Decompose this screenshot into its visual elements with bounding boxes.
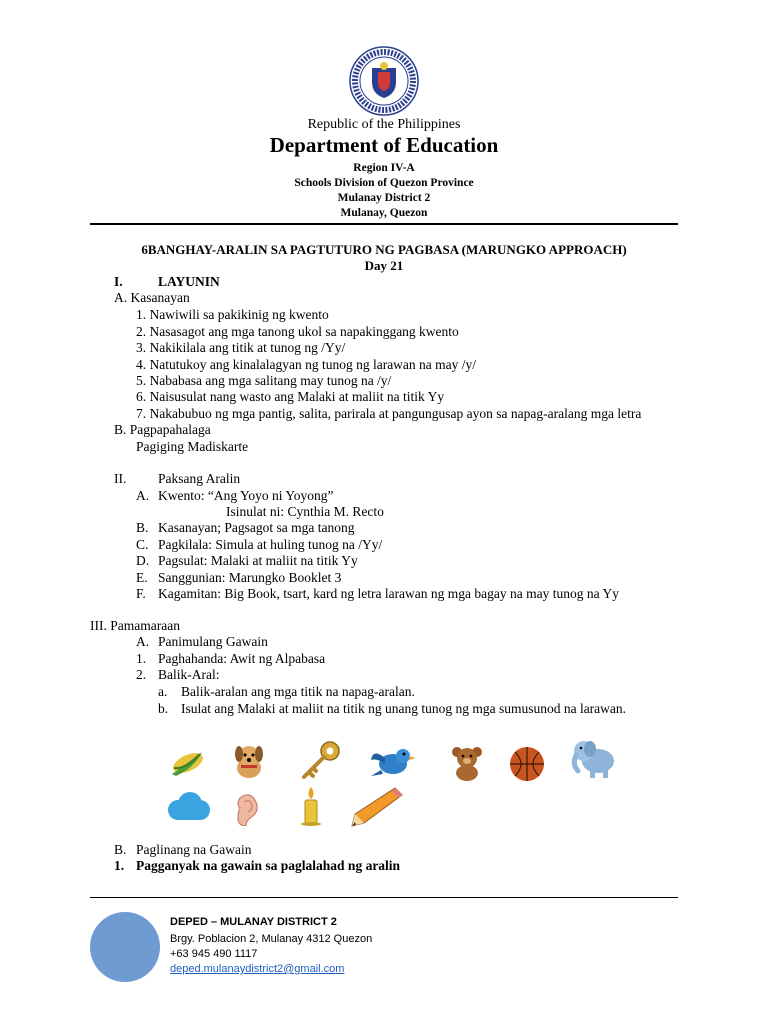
footer-address: Brgy. Poblacion 2, Mulanay 4312 Quezon [170,933,373,945]
step-item: Balik-Aral: [158,667,220,682]
ear-icon [232,792,260,830]
step-number: 1. [114,858,125,873]
day-label: Day 21 [364,258,404,273]
republic-line: Republic of the Philippines [307,117,461,132]
kasanayan-label: A. Kasanayan [114,290,190,305]
town-line: Mulanay, Quezon [340,207,428,219]
bird-icon [369,742,417,784]
step-item: Paghahanda: Awit ng Alpabasa [158,651,326,666]
topic-letter: B. [136,520,149,535]
header-divider [90,223,678,225]
pagganyak-item: Pagganyak na gawain sa paglalahad ng aralin [136,858,401,873]
topic-item: Sanggunian: Marungko Booklet 3 [158,570,342,585]
objective-item: 7. Nakabubuo ng mga pantig, salita, parirala at pangungusap ayon sa napag-aralang mga letra [136,406,642,421]
district-line: Mulanay District 2 [337,192,431,204]
section1-heading: LAYUNIN [158,274,220,289]
footer-logo-circle [90,912,160,982]
division-line: Schools Division of Quezon Province [294,177,474,189]
footer-org: DEPED – MULANAY DISTRICT 2 [170,916,337,928]
sub-step-item: Balik-aralan ang mga titik na napag-aralan. [181,684,415,699]
section2-heading: Paksang Aralin [158,471,241,486]
objective-item: 5. Nababasa ang mga salitang may tunog na /y/ [136,373,392,388]
section3-heading: III. Pamamaraan [90,618,180,633]
topic-letter: F. [136,586,146,601]
topic-letter: C. [136,537,149,552]
topic-item: Isinulat ni: Cynthia M. Recto [226,504,384,519]
objective-item: 2. Nasasagot ang mga tanong ukol sa napakinggang kwento [136,324,459,339]
topic-letter: A. [136,488,150,503]
sub-step-letter: b. [158,701,169,716]
topic-item: Kwento: “Ang Yoyo ni Yoyong” [158,488,334,503]
topic-item: Kasanayan; Pagsagot sa mga tanong [158,520,355,535]
section2-number: II. [114,471,127,486]
deped-seal-icon [349,46,419,116]
step-number: 1. [136,651,147,666]
pagpapahalaga-label: B. Pagpapahalaga [114,422,211,437]
candle-icon [298,785,324,831]
pencil-icon [349,785,405,831]
step-number: 2. [136,667,147,682]
panimulang-gawain: Panimulang Gawain [158,634,268,649]
topic-item: Kagamitan: Big Book, tsart, kard ng letra larawan ng mga bagay na may tunog na Yy [158,586,619,601]
step-letter: B. [114,842,127,857]
sub-step-letter: a. [158,684,168,699]
step-letter: A. [136,634,150,649]
corn-icon [168,746,208,784]
topic-letter: E. [136,570,148,585]
objective-item: 4. Natutukoy ang kinalalagyan ng tunog ng larawan na may /y/ [136,357,477,372]
footer-email-link[interactable]: deped.mulanaydistrict2@gmail.com [170,963,345,975]
cloud-icon [164,790,212,830]
topic-letter: D. [136,553,150,568]
topic-item: Pagsulat: Malaki at maliit na titik Yy [158,553,358,568]
teddy-bear-icon [450,745,484,785]
objective-item: 3. Nakikilala ang titik at tunog ng /Yy/ [136,340,346,355]
dog-icon [229,742,269,784]
lesson-plan-title: 6BANGHAY-ARALIN SA PAGTUTURO NG PAGBASA (MARUNGKO APPROACH) [141,242,627,257]
objective-item: 6. Naisusulat nang wasto ang Malaki at maliit na titik Yy [136,389,445,404]
elephant-icon [570,733,618,785]
region-line: Region IV-A [353,162,415,174]
topic-item: Pagkilala: Simula at huling tunog na /Yy/ [158,537,383,552]
objective-item: 1. Nawiwili sa pakikinig ng kwento [136,307,329,322]
section1-number: I. [114,274,123,289]
key-icon [300,740,342,786]
footer-divider [90,897,678,898]
value-text: Pagiging Madiskarte [136,439,249,454]
sub-step-item: Isulat ang Malaki at maliit na titik ng unang tunog ng mga sumusunod na larawan. [181,701,627,716]
footer-phone: +63 945 490 1117 [170,948,258,960]
paglinang-heading: Paglinang na Gawain [136,842,252,857]
department-title: Department of Education [269,133,499,157]
ball-icon [509,746,545,786]
